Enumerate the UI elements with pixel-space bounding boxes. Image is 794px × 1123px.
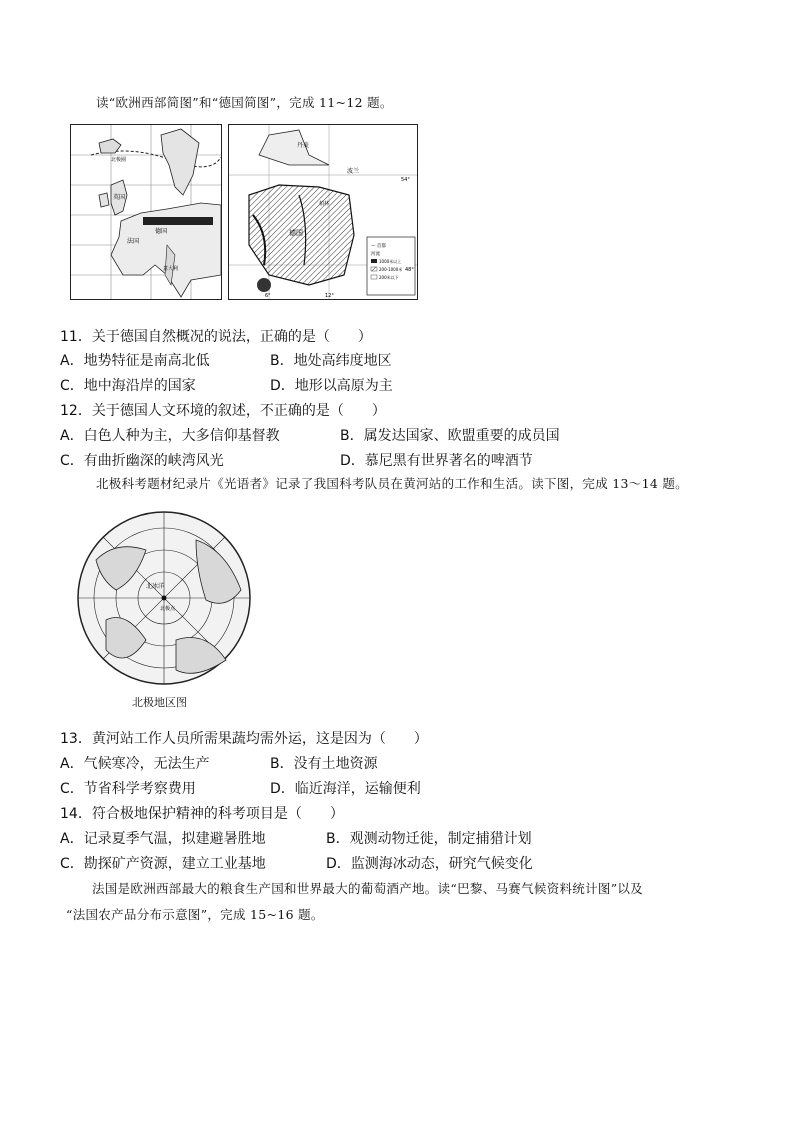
q12-stem: 12．关于德国人文环境的叙述，不正确的是（ ） [60, 403, 386, 419]
france-label: 法国 [127, 238, 140, 245]
germany-label-europe: 德国 [155, 228, 168, 235]
longitude-12-label: 12° [325, 293, 334, 299]
q13-option-a[interactable]: A．气候寒冷，无法生产 [60, 756, 210, 772]
q12-option-b[interactable]: B．属发达国家、欧盟重要的成员国 [340, 428, 560, 444]
uk-label: 英国 [113, 194, 126, 201]
germany-label: 德国 [289, 229, 303, 237]
poland-label: 波兰 [347, 168, 360, 175]
western-europe-map-drawing [71, 125, 221, 299]
berlin-label: 柏林 [319, 201, 330, 207]
q14-option-d[interactable]: D．监测海冰动态，研究气候变化 [326, 856, 533, 872]
denmark-label: 丹麦 [297, 142, 310, 149]
arctic-circle-label: 北极圈 [111, 157, 127, 163]
q12-option-c[interactable]: C．有曲折幽深的峡湾风光 [60, 453, 224, 469]
arctic-map-drawing [76, 510, 266, 686]
q11-option-c[interactable]: C．地中海沿岸的国家 [60, 378, 196, 394]
germany-map [228, 124, 418, 300]
longitude-6-label: 6° [265, 293, 271, 299]
intro-text-11-12: 读“欧洲西部简图”和“德国简图”，完成 11~12 题。 [96, 95, 393, 110]
intro-text-15-16-line1: 法国是欧洲西部最大的粮食生产国和世界最大的葡萄酒产地。读“巴黎、马赛气候资料统计图”以及 [92, 881, 643, 896]
q12-option-d[interactable]: D．慕尼黑有世界著名的啤酒节 [340, 453, 533, 469]
italy-label: 意大利 [163, 266, 179, 272]
latitude-48-label: 48° [405, 267, 414, 273]
arctic-ocean-label: 北冰洋 [146, 583, 165, 590]
q12-option-a[interactable]: A．白色人种为主，大多信仰基督教 [60, 428, 280, 444]
q11-option-d[interactable]: D．地形以高原为主 [270, 378, 393, 394]
legend-below-200: 200米以下 [379, 275, 399, 280]
arctic-map-caption: 北极地区图 [132, 696, 187, 709]
q11-option-b[interactable]: B．地处高纬度地区 [270, 353, 392, 369]
intro-text-15-16-line2: “法国农产品分布示意图”，完成 15~16 题。 [66, 907, 324, 922]
legend-capital: — 首都 [371, 244, 386, 249]
western-europe-map [70, 124, 222, 300]
q14-option-b[interactable]: B．观测动物迁徙，制定捕猎计划 [326, 831, 532, 847]
q11-option-a[interactable]: A．地势特征是南高北低 [60, 353, 210, 369]
germany-map-drawing [229, 125, 417, 299]
q13-option-b[interactable]: B．没有土地资源 [270, 756, 378, 772]
legend-above-1000: 1000米以上 [379, 259, 402, 264]
legend-river: 河流 [371, 252, 380, 257]
q14-option-a[interactable]: A．记录夏季气温，拟建避暑胜地 [60, 831, 266, 847]
q14-stem: 14．符合极地保护精神的科考项目是（ ） [60, 806, 344, 822]
q14-option-c[interactable]: C．勘探矿产资源，建立工业基地 [60, 856, 266, 872]
q11-stem: 11．关于德国自然概况的说法，正确的是（ ） [60, 329, 372, 345]
q13-option-c[interactable]: C．节省科学考察费用 [60, 781, 196, 797]
latitude-54-label: 54° [401, 177, 410, 183]
arctic-map [76, 510, 266, 686]
legend-200-1000: 200-1000米 [379, 267, 403, 272]
q13-option-d[interactable]: D．临近海洋，运输便利 [270, 781, 421, 797]
north-pole-label: 北极点 [160, 606, 176, 612]
intro-text-13-14: 北极科考题材纪录片《光语者》记录了我国科考队员在黄河站的工作和生活。读下图，完成 13～14 题。 [96, 476, 688, 491]
q13-stem: 13．黄河站工作人员所需果蔬均需外运，这是因为（ ） [60, 731, 428, 747]
